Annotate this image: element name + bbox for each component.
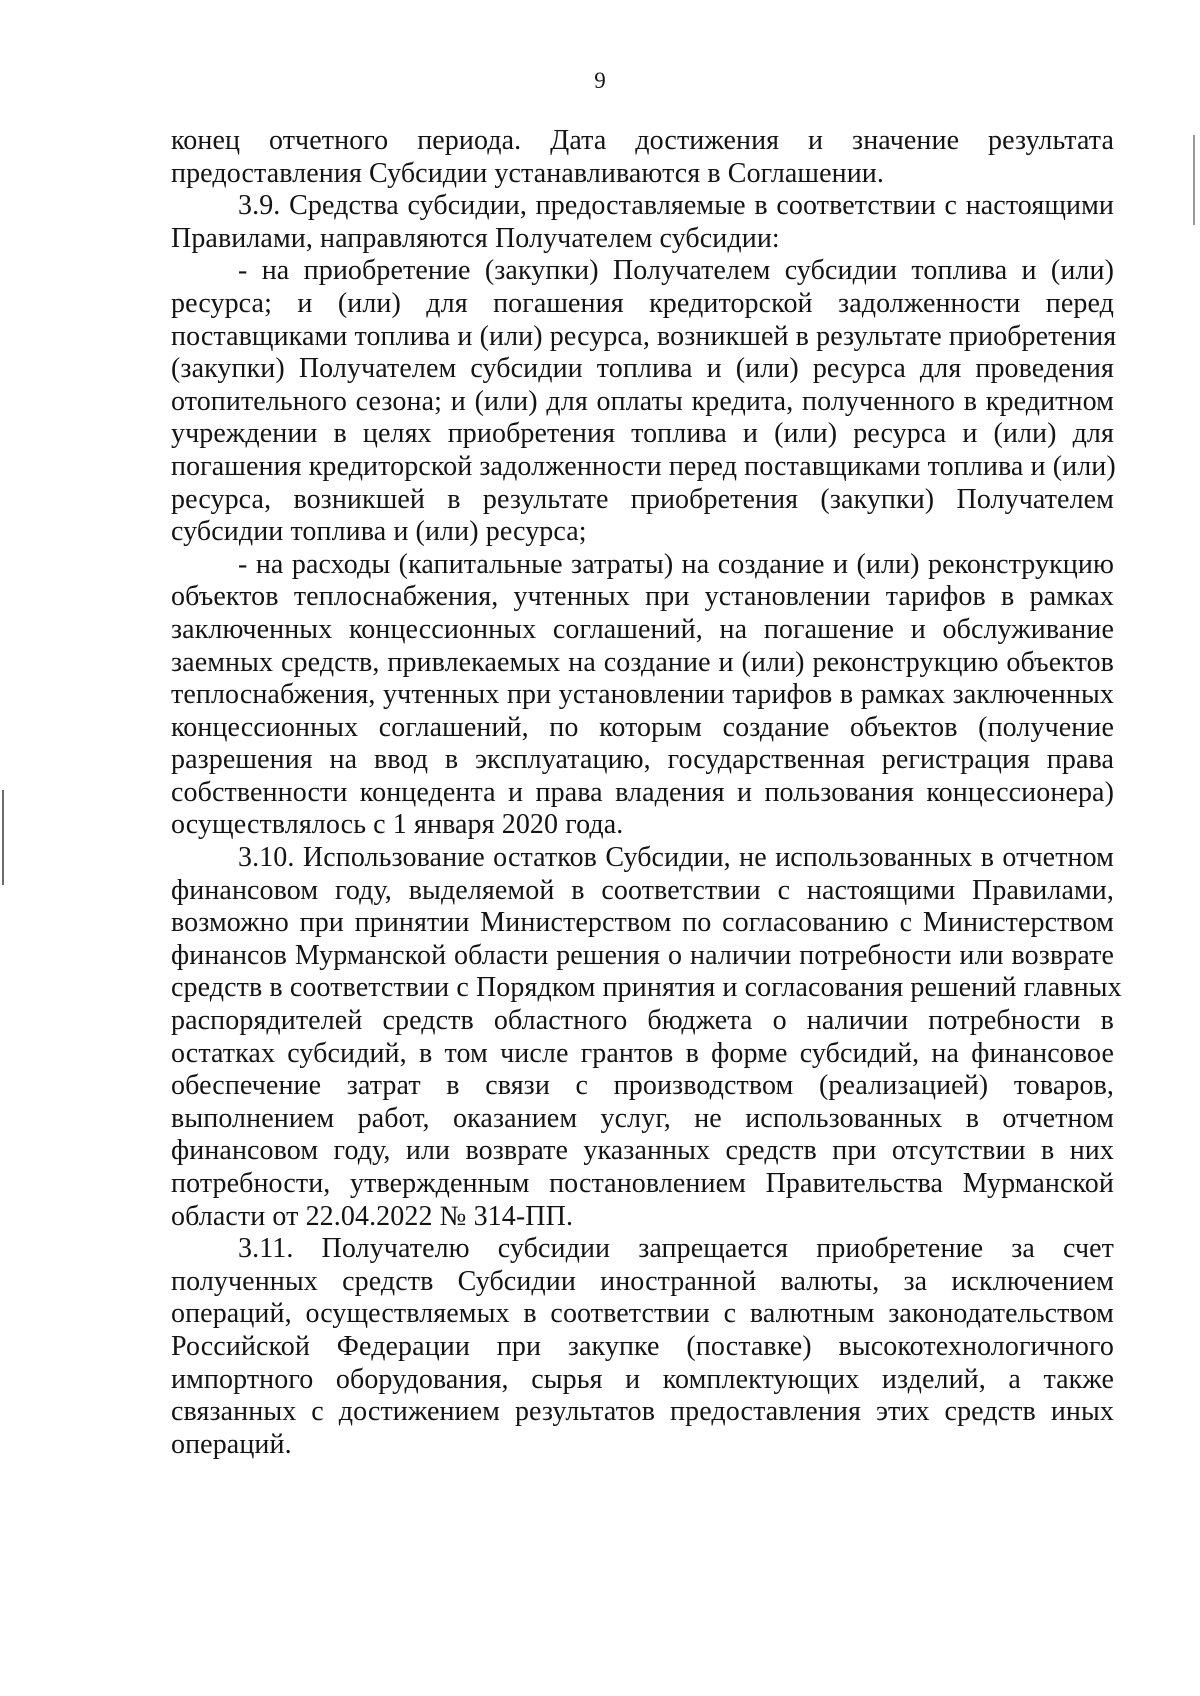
text-line: ресурса; и (или) для погашения кредиторской задолженности перед <box>171 287 1114 319</box>
text-line: - на расходы (капитальные затраты) на создание и (или) реконструкцию <box>238 548 1114 580</box>
text-line: обеспечение затрат в связи с производством (реализацией) товаров, <box>171 1070 1114 1102</box>
text-line: возможно при принятии Министерством по согласованию с Министерством <box>171 907 1114 939</box>
text-line: финансовом году, выделяемой в соответствии с настоящими Правилами, <box>171 874 1114 906</box>
text-line: остатках субсидий, в том числе грантов в форме субсидий, на финансовое <box>171 1037 1114 1069</box>
text-line: заемных средств, привлекаемых на создание и (или) реконструкцию объектов <box>171 646 1114 678</box>
text-line: отопительного сезона; и (или) для оплаты кредита, полученного в кредитном <box>171 385 1114 417</box>
text-line: выполнением работ, оказанием услуг, не использованных в отчетном <box>171 1102 1114 1134</box>
text-line: импортного оборудования, сырья и комплектующих изделий, а также <box>171 1363 1114 1395</box>
text-line: операций. <box>171 1428 292 1460</box>
text-line: 3.11. Получателю субсидии запрещается приобретение за счет <box>238 1233 1114 1265</box>
text-line: полученных средств Субсидии иностранной валюты, за исключением <box>171 1265 1114 1297</box>
text-line: поставщиками топлива и (или) ресурса, возникшей в результате приобретения <box>171 320 1117 352</box>
text-line: (закупки) Получателем субсидии топлива и (или) ресурса для проведения <box>171 353 1114 385</box>
text-line: собственности концедента и права владения и пользования концессионера) <box>171 776 1114 808</box>
text-line: связанных с достижением результатов предоставления этих средств иных <box>171 1396 1114 1428</box>
text-line: теплоснабжения, учтенных при установлении тарифов в рамках заключенных <box>171 679 1114 711</box>
text-line: - на приобретение (закупки) Получателем субсидии топлива и (или) <box>238 255 1114 287</box>
text-line: объектов теплоснабжения, учтенных при установлении тарифов в рамках <box>171 581 1114 613</box>
text-line: заключенных концессионных соглашений, на погашение и обслуживание <box>171 613 1114 645</box>
text-line: предоставления Субсидии устанавливаются в Соглашении. <box>171 157 884 189</box>
text-line: 3.9. Средства субсидии, предоставляемые в соответствии с настоящими <box>238 190 1114 222</box>
text-line: операций, осуществляемых в соответствии с валютным законодательством <box>171 1298 1114 1330</box>
page-number: 9 <box>594 68 606 93</box>
scan-edge-mark <box>2 790 4 885</box>
paragraph-3-9-item-fuel <box>171 255 1117 548</box>
text-line: 3.10. Использование остатков Субсидии, не использованных в отчетном <box>238 842 1114 874</box>
text-line: потребности, утвержденным постановлением Правительства Мурманской <box>171 1168 1114 1199</box>
text-line: конец отчетного периода. Дата достижения и значение результата <box>171 125 1114 156</box>
text-line: субсидии топлива и (или) ресурса; <box>171 516 587 548</box>
text-line: области от 22.04.2022 № 314-ПП. <box>171 1200 574 1232</box>
scan-edge-mark <box>1193 135 1195 225</box>
text-line: погашения кредиторской задолженности перед поставщиками топлива и (или) <box>171 450 1116 482</box>
text-line: финансовом году, или возврате указанных средств при отсутствии в них <box>171 1135 1114 1167</box>
text-line: финансов Мурманской области решения о наличии потребности или возврате <box>171 939 1114 971</box>
text-line: разрешения на ввод в эксплуатацию, государственная регистрация права <box>171 744 1114 776</box>
text-line: ресурса, возникшей в результате приобретения (закупки) Получателем <box>171 483 1114 515</box>
paragraph-3-9 <box>171 190 1114 255</box>
paragraph-3-11 <box>171 1233 1114 1461</box>
paragraph-3-10 <box>171 842 1122 1233</box>
text-line: Правилами, направляются Получателем субсидии: <box>171 222 780 254</box>
text-line: средств в соответствии с Порядком принятия и согласования решений главных <box>171 972 1122 1004</box>
text-line: учреждении в целях приобретения топлива и (или) ресурса и (или) для <box>171 418 1114 450</box>
text-line: Российской Федерации при закупке (поставке) высокотехнологичного <box>171 1330 1114 1362</box>
document-body <box>171 125 1122 1461</box>
paragraph-3-9-item-capex <box>171 549 1114 842</box>
paragraph-continuation <box>171 125 1114 190</box>
text-line: концессионных соглашений, по которым создание объектов (получение <box>171 711 1114 743</box>
text-line: осуществлялось с 1 января 2020 года. <box>171 809 624 841</box>
text-line: распорядителей средств областного бюджета о наличии потребности в <box>171 1005 1114 1037</box>
